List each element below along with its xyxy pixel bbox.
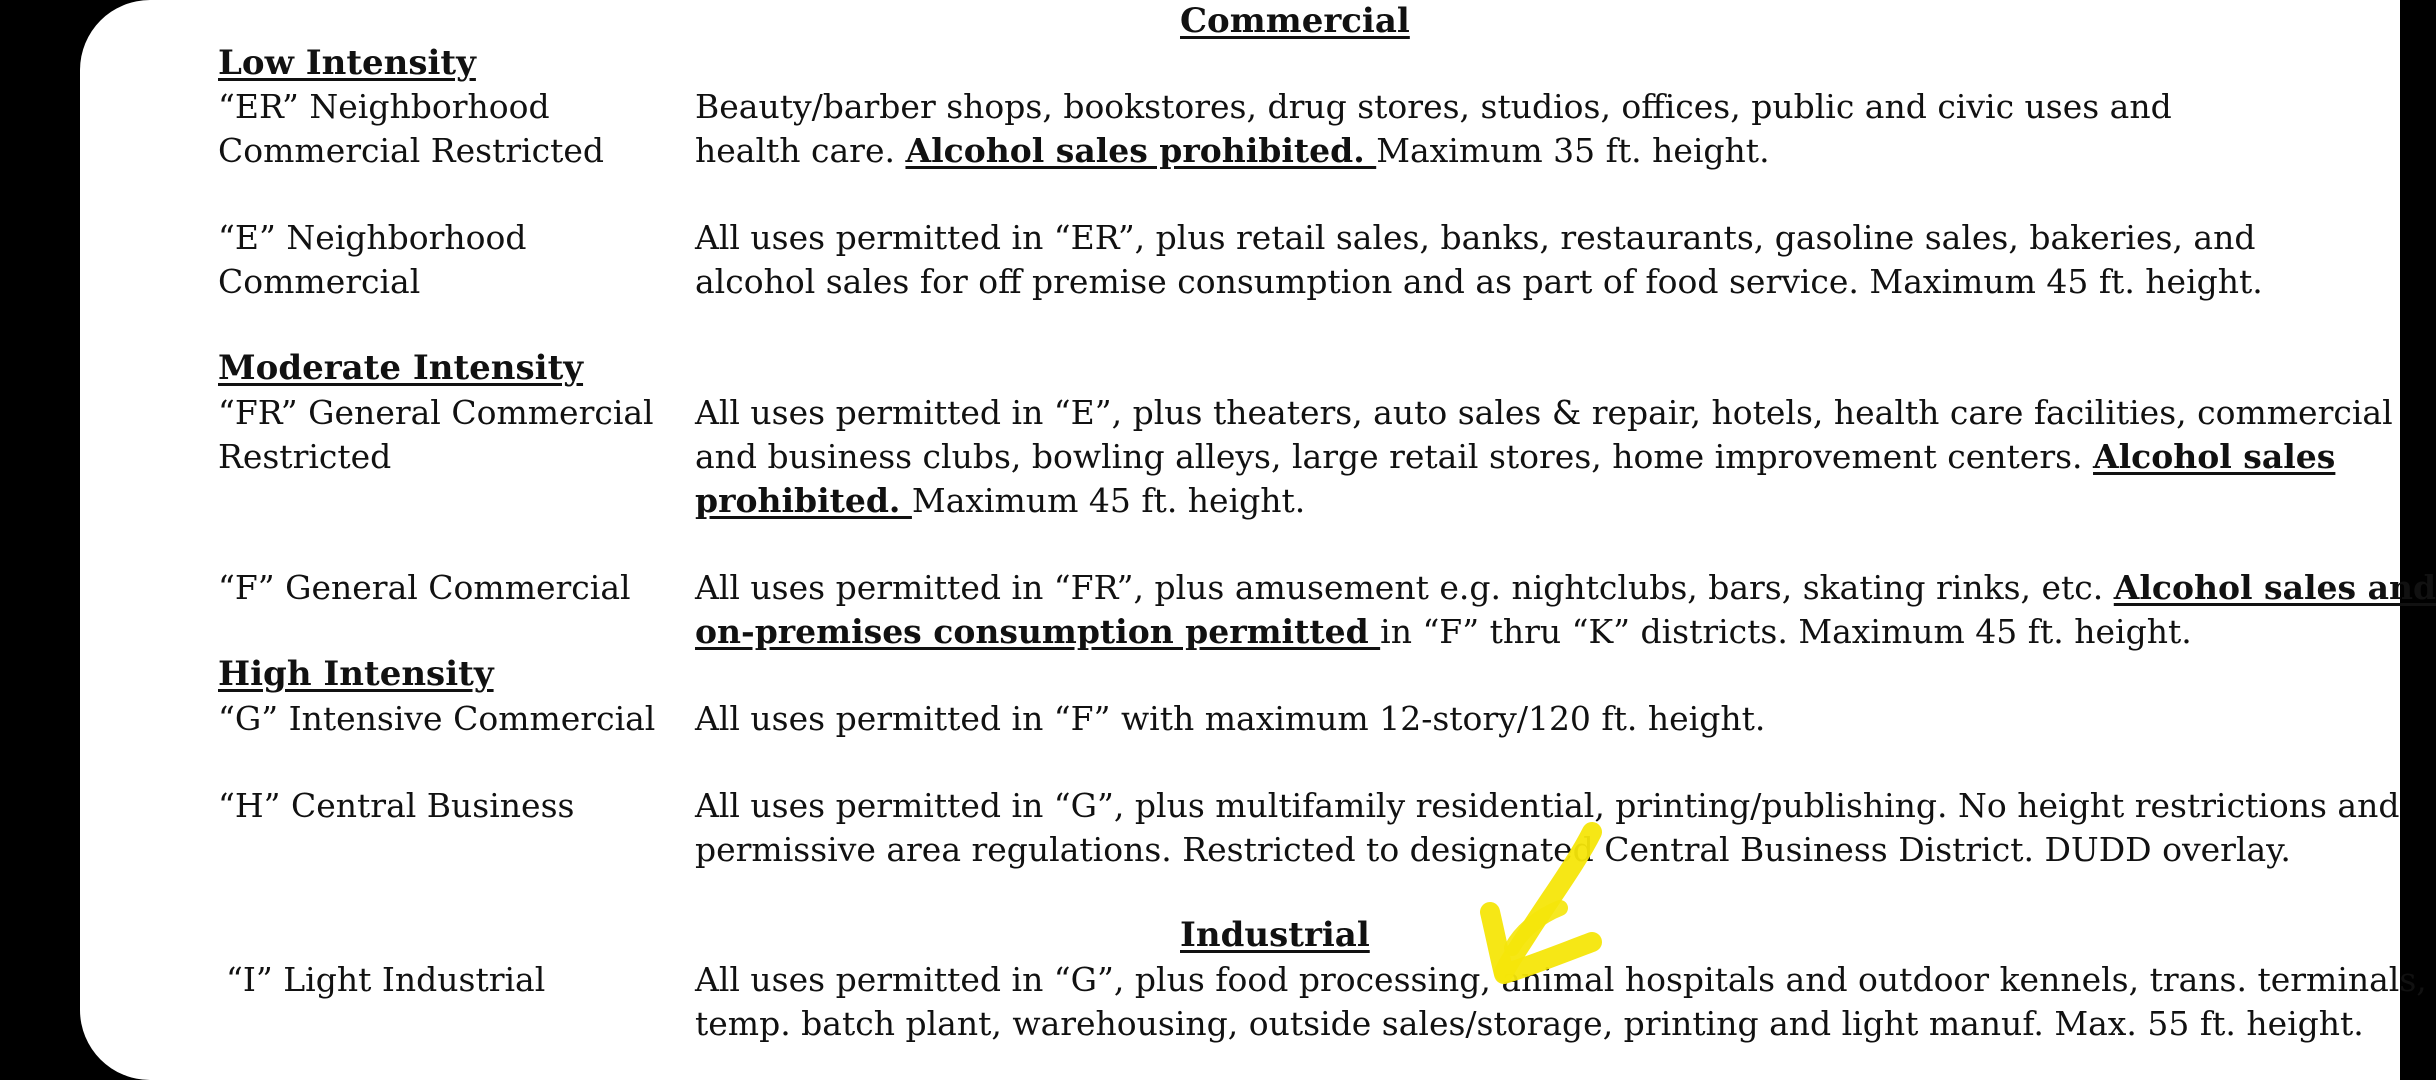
district-i-desc-line1: All uses permitted in “G”, plus food processing, animal hospitals and outdoor kennels, trans. terminals, xyxy=(695,960,2427,999)
district-fr-name-line1: “FR” General Commercial xyxy=(218,393,654,432)
district-er-desc-line2: health care. Alcohol sales prohibited. Maximum 35 ft. height. xyxy=(695,131,1770,170)
district-h-desc-line2: permissive area regulations. Restricted to designated Central Business District. DUDD overlay. xyxy=(695,830,2291,869)
document-page xyxy=(80,0,2436,1080)
district-fr-desc-line3: prohibited. Maximum 45 ft. height. xyxy=(695,481,1306,520)
district-e-desc-line2: alcohol sales for off premise consumption and as part of food service. Maximum 45 ft. height. xyxy=(695,262,2263,301)
district-i-desc-line2: temp. batch plant, warehousing, outside sales/storage, printing and light manuf. Max. 55 ft. height. xyxy=(695,1004,2364,1043)
subheading-low-intensity: Low Intensity xyxy=(218,43,476,83)
district-er-name-line1: “ER” Neighborhood xyxy=(218,87,550,126)
alcohol-permitted-note: Alcohol sales and xyxy=(2113,568,2436,607)
district-h-name: “H” Central Business xyxy=(218,786,575,825)
district-h-desc-line1: All uses permitted in “G”, plus multifamily residential, printing/publishing. No height restrictions and xyxy=(695,786,2400,825)
district-e-name-line2: Commercial xyxy=(218,262,421,301)
subheading-high-intensity: High Intensity xyxy=(218,654,494,694)
alcohol-prohibited-note: Alcohol sales xyxy=(2093,437,2336,476)
district-e-name-line1: “E” Neighborhood xyxy=(218,218,527,257)
district-fr-desc-line2: and business clubs, bowling alleys, large retail stores, home improvement centers. Alcohol sales xyxy=(695,437,2336,476)
section-heading-commercial: Commercial xyxy=(1180,1,1410,41)
district-fr-name-line2: Restricted xyxy=(218,437,392,476)
district-fr-desc-line1: All uses permitted in “E”, plus theaters, auto sales & repair, hotels, health care facilities, commercial xyxy=(695,393,2393,432)
alcohol-prohibited-note: Alcohol sales prohibited. xyxy=(905,131,1377,170)
district-er-desc-line1: Beauty/barber shops, bookstores, drug stores, studios, offices, public and civic uses and xyxy=(695,87,2172,126)
section-heading-industrial: Industrial xyxy=(1180,915,1370,955)
district-f-name: “F” General Commercial xyxy=(218,568,631,607)
district-g-name: “G” Intensive Commercial xyxy=(218,699,656,738)
district-g-desc: All uses permitted in “F” with maximum 12-story/120 ft. height. xyxy=(695,699,1766,738)
district-f-desc-line1: All uses permitted in “FR”, plus amusement e.g. nightclubs, bars, skating rinks, etc. Alcohol sales and xyxy=(695,568,2436,607)
district-i-name: “I” Light Industrial xyxy=(226,960,546,999)
alcohol-prohibited-note: prohibited. xyxy=(695,481,912,520)
alcohol-permitted-note: on-premises consumption permitted xyxy=(695,612,1381,651)
district-f-desc-line2: on-premises consumption permitted in “F” thru “K” districts. Maximum 45 ft. height. xyxy=(695,612,2192,651)
district-er-name-line2: Commercial Restricted xyxy=(218,131,605,170)
subheading-moderate-intensity: Moderate Intensity xyxy=(218,348,584,388)
district-e-desc-line1: All uses permitted in “ER”, plus retail sales, banks, restaurants, gasoline sales, bakeries, and xyxy=(695,218,2256,257)
yellow-arrow-icon xyxy=(1460,820,1640,990)
